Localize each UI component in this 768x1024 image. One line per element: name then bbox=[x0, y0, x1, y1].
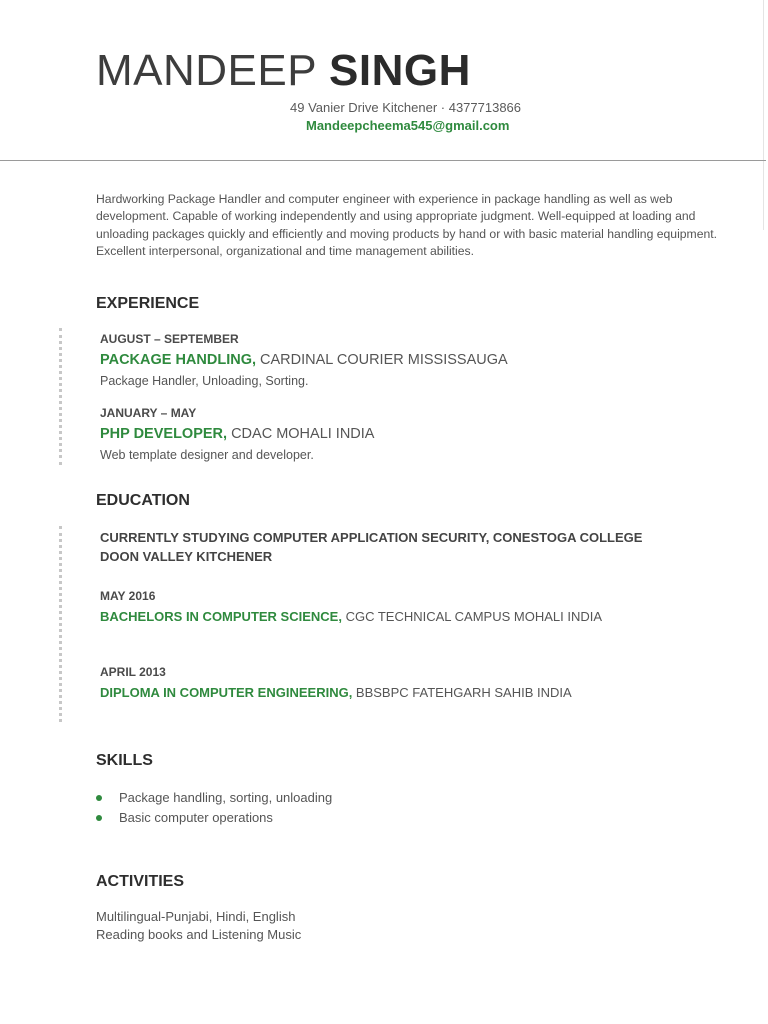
education-school: BBSBPC FATEHGARH SAHIB INDIA bbox=[352, 685, 572, 700]
resume-header bbox=[0, 0, 768, 162]
activities-text bbox=[96, 908, 301, 944]
education-degree-line bbox=[100, 684, 740, 702]
education-date: APRIL 2013 bbox=[100, 665, 166, 679]
education-entry bbox=[100, 665, 740, 702]
experience-employer: CARDINAL COURIER MISSISSAUGA bbox=[256, 352, 508, 368]
experience-entry bbox=[100, 332, 740, 389]
experience-date: AUGUST – SEPTEMBER bbox=[100, 332, 239, 346]
applicant-name bbox=[96, 46, 471, 96]
activities-line2: Reading books and Listening Music bbox=[96, 927, 302, 942]
experience-description: Web template designer and developer. bbox=[100, 448, 314, 462]
skills-list bbox=[96, 788, 332, 828]
list-item bbox=[96, 788, 332, 808]
education-date: MAY 2016 bbox=[100, 589, 156, 603]
education-degree: BACHELORS IN COMPUTER SCIENCE, bbox=[100, 609, 342, 624]
bullet-icon bbox=[96, 795, 102, 801]
list-item bbox=[96, 808, 332, 828]
experience-date: JANUARY – MAY bbox=[100, 406, 197, 420]
summary-paragraph: Hardworking Package Handler and computer engineer with experience in package handling as well as web development. Capable of working independently and using appropriate judgment. Well-equipped at loading and unloading packages quickly and efficiently and moving products by hand or with basic material handling equipment. Excellent interpersonal, organizational and time management abilities. bbox=[96, 192, 718, 258]
education-heading: EDUCATION bbox=[96, 492, 190, 509]
education-current-line1: CURRENTLY STUDYING COMPUTER APPLICATION SECURITY, CONESTOGA COLLEGE bbox=[100, 530, 643, 545]
experience-role bbox=[100, 351, 740, 369]
skill-text: Basic computer operations bbox=[119, 810, 273, 825]
experience-heading: EXPERIENCE bbox=[96, 295, 200, 312]
activities-line1: Multilingual-Punjabi, Hindi, English bbox=[96, 909, 296, 924]
experience-description: Package Handler, Unloading, Sorting. bbox=[100, 374, 309, 388]
last-name: SINGH bbox=[329, 46, 471, 95]
education-degree: DIPLOMA IN COMPUTER ENGINEERING, bbox=[100, 685, 353, 700]
education-school: CGC TECHNICAL CAMPUS MOHALI INDIA bbox=[341, 609, 603, 624]
experience-timeline bbox=[59, 328, 62, 465]
skill-text: Package handling, sorting, unloading bbox=[119, 790, 333, 805]
education-timeline bbox=[59, 526, 62, 722]
activities-heading: ACTIVITIES bbox=[96, 873, 185, 890]
first-name: MANDEEP bbox=[96, 46, 317, 95]
education-current-line2: DOON VALLEY KITCHENER bbox=[100, 549, 273, 564]
education-entry bbox=[100, 589, 740, 626]
header-divider bbox=[0, 160, 766, 161]
experience-entry bbox=[100, 406, 740, 463]
education-current-study bbox=[100, 528, 740, 566]
contact-email[interactable]: Mandeepcheema545@gmail.com bbox=[306, 118, 510, 133]
education-degree-line bbox=[100, 608, 740, 626]
contact-address-phone: 49 Vanier Drive Kitchener · 4377713866 bbox=[290, 100, 522, 115]
experience-employer: CDAC MOHALI INDIA bbox=[227, 426, 375, 442]
bullet-icon bbox=[96, 815, 102, 821]
experience-position: PHP DEVELOPER, bbox=[100, 426, 228, 442]
experience-position: PACKAGE HANDLING, bbox=[100, 352, 257, 368]
experience-role bbox=[100, 425, 740, 443]
skills-heading: SKILLS bbox=[96, 752, 153, 769]
